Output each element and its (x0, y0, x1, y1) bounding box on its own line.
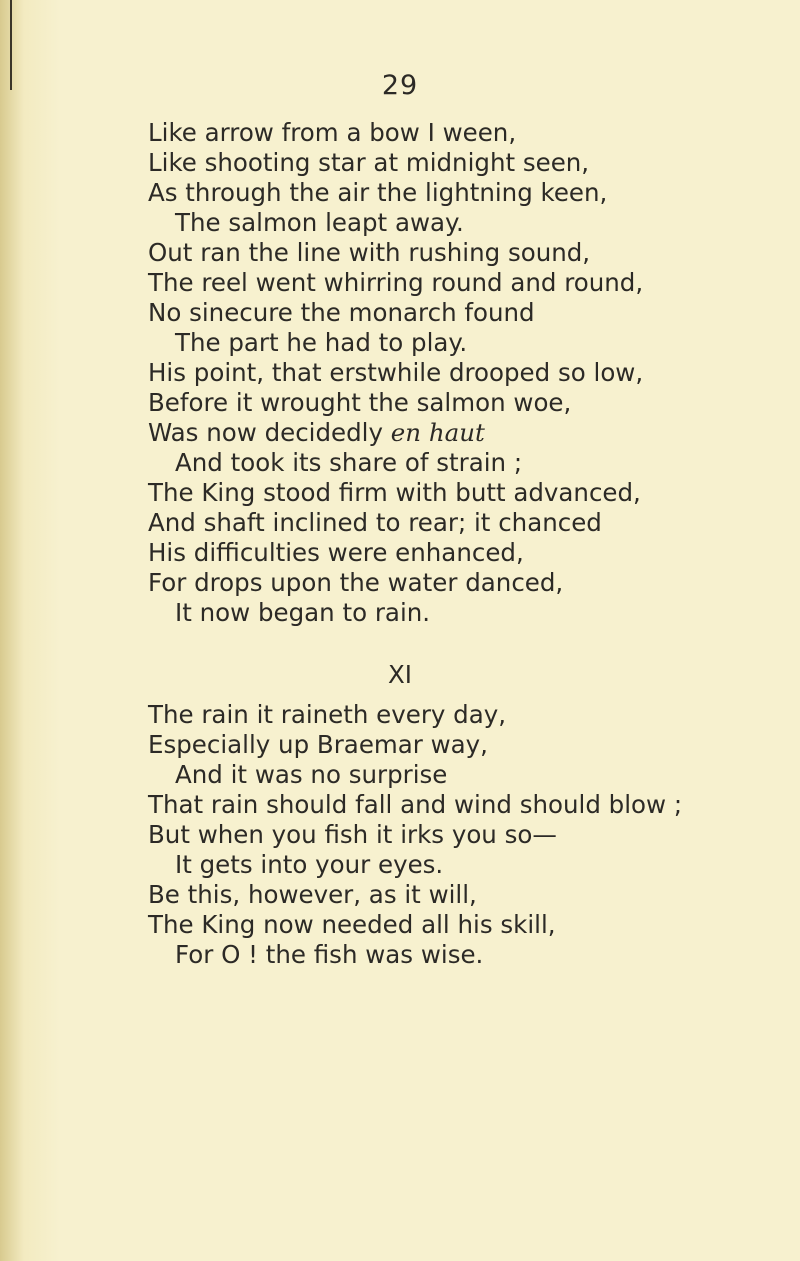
poem-line: The reel went whirring round and round, (148, 268, 644, 297)
poem-line: The part he had to play. (175, 328, 468, 357)
poem-line: The King now needed all his skill, (148, 910, 556, 939)
poem-line: And shaft inclined to rear; it chanced (148, 508, 602, 537)
poem-line: And it was no surprise (175, 760, 448, 789)
poem-line: His difficulties were enhanced, (148, 538, 524, 567)
poem-line: But when you fish it irks you so— (148, 820, 557, 849)
poem-line: His point, that erstwhile drooped so low, (148, 358, 644, 387)
poem-line: Before it wrought the salmon woe, (148, 388, 572, 417)
poem-line: For O ! the fish was wise. (175, 940, 484, 969)
poem-line: For drops upon the water danced, (148, 568, 564, 597)
italic-phrase: en haut (390, 418, 485, 447)
poem-line: Like arrow from a bow I ween, (148, 118, 517, 147)
section-heading: XI (387, 660, 412, 689)
poem-line: Be this, however, as it will, (148, 880, 477, 909)
poem-line: The King stood firm with butt advanced, (148, 478, 641, 507)
poem-line: That rain should fall and wind should blow ; (148, 790, 683, 819)
poem-line: And took its share of strain ; (175, 448, 523, 477)
poem-line: Like shooting star at midnight seen, (148, 148, 590, 177)
poem-line: The salmon leapt away. (175, 208, 464, 237)
poem-line: No sinecure the monarch found (148, 298, 535, 327)
poem-line: It gets into your eyes. (175, 850, 444, 879)
poem-line: Especially up Braemar way, (148, 730, 488, 759)
poem-line: It now began to rain. (175, 598, 431, 627)
poem-line: As through the air the lightning keen, (148, 178, 608, 207)
poem-line: Out ran the line with rushing sound, (148, 238, 591, 267)
line-text: Was now decidedly (148, 418, 391, 447)
page-number: 29 (381, 70, 419, 101)
poem-line: The rain it raineth every day, (148, 700, 507, 729)
poem-line-en-haut (148, 418, 485, 448)
